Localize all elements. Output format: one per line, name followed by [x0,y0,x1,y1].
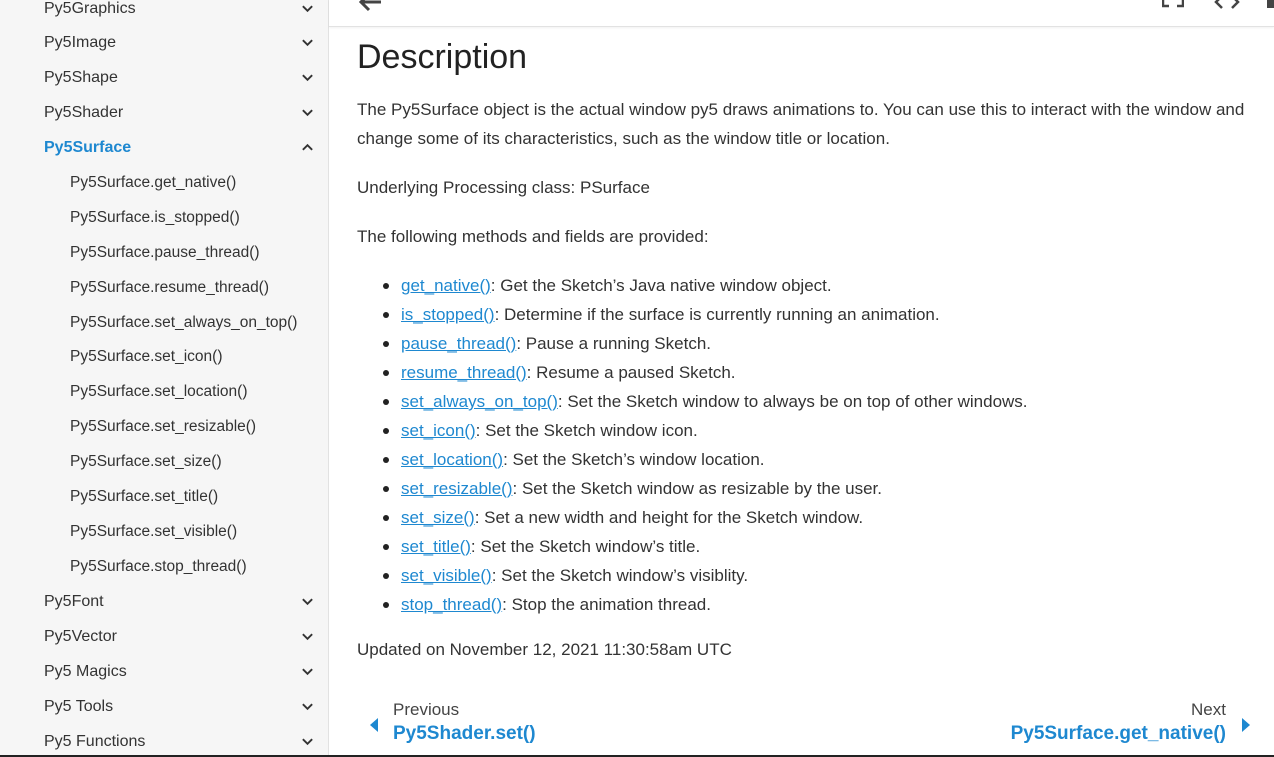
updated-timestamp: Updated on November 12, 2021 11:30:58am UTC [357,640,732,659]
sidebar-item-py5-tools[interactable] [0,689,329,724]
sidebar-item-py5shader[interactable] [0,95,329,130]
sidebar-item-py5font[interactable] [0,584,329,619]
chevron-down-icon[interactable] [300,106,314,120]
method-description: : Set the Sketch window to always be on top of other windows. [557,392,1028,411]
list-item [401,329,1028,358]
sidebar-subitem-label: Py5Surface.is_stopped() [70,208,240,226]
chevron-up-icon[interactable] [300,141,314,155]
method-description: : Set a new width and height for the Sketch window. [474,508,864,527]
description-paragraph: The Py5Surface object is the actual window py5 draws animations to. You can use this to interact with the window and change some of its characteristics, such as the window title or location. [357,100,1245,148]
method-link[interactable]: is_stopped() [401,305,495,324]
sidebar-subitem[interactable] [0,444,329,479]
chevron-down-icon[interactable] [300,735,314,749]
arrow-left-icon[interactable] [357,0,383,12]
list-item [401,474,1028,503]
sidebar-item-label: Py5Image [44,33,117,51]
list-item [401,416,1028,445]
sidebar-item-label: Py5Graphics [44,0,136,17]
chevron-down-icon[interactable] [300,630,314,644]
code-icon[interactable] [1214,0,1240,12]
menu-icon[interactable] [1267,0,1274,12]
method-link[interactable]: set_location() [401,450,504,469]
next-label: Next [1191,700,1226,719]
sidebar-item-py5vector[interactable] [0,619,329,654]
list-item [401,445,1028,474]
sidebar-subitem[interactable] [0,374,329,409]
sidebar-subitem-label: Py5Surface.set_resizable() [70,417,257,435]
sidebar-item-py5image[interactable] [0,25,329,60]
list-item [401,387,1028,416]
method-link[interactable]: get_native() [401,276,491,295]
list-item [401,271,1028,300]
sidebar-subitem-label: Py5Surface.set_icon() [70,347,223,365]
sidebar-item-label: Py5 Tools [44,697,114,715]
previous-title: Py5Shader.set() [393,723,536,744]
sidebar-subitem[interactable] [0,235,329,270]
method-link[interactable]: set_title() [401,537,471,556]
list-item [401,532,1028,561]
method-description: : Determine if the surface is currently running an animation. [494,305,940,324]
sidebar-item-py5surface[interactable] [0,130,329,165]
sidebar-item-label: Py5Shader [44,103,124,121]
chevron-down-icon[interactable] [300,700,314,714]
method-description: : Resume a paused Sketch. [526,363,736,382]
method-description: : Set the Sketch window’s visiblity. [491,566,749,585]
method-link[interactable]: set_size() [401,508,475,527]
method-description: : Set the Sketch window icon. [475,421,698,440]
list-item [401,590,1028,619]
sidebar-subitem-label: Py5Surface.pause_thread() [70,243,260,261]
sidebar-subitem[interactable] [0,409,329,444]
caret-left-icon [368,717,380,738]
sidebar-item-label: Py5Vector [44,627,117,645]
sidebar-subitem[interactable] [0,200,329,235]
list-item [401,358,1028,387]
sidebar-subitem-label: Py5Surface.set_always_on_top() [70,313,298,331]
method-description: : Stop the animation thread. [502,595,711,614]
sidebar-subitem[interactable] [0,305,329,340]
method-link[interactable]: set_visible() [401,566,492,585]
sidebar-item-label: Py5 Functions [44,732,146,750]
chevron-down-icon[interactable] [300,36,314,50]
method-description: : Pause a running Sketch. [516,334,711,353]
previous-label: Previous [393,700,460,719]
sidebar-subitem[interactable] [0,270,329,305]
method-link[interactable]: set_icon() [401,421,476,440]
sidebar-item-py5graphics[interactable] [0,0,329,26]
top-toolbar [329,0,1274,27]
sidebar-item-py5shape[interactable] [0,60,329,95]
method-list [401,271,1028,619]
chevron-down-icon[interactable] [300,2,314,16]
chevron-down-icon[interactable] [300,595,314,609]
fullscreen-icon[interactable] [1162,0,1184,12]
method-description: : Get the Sketch’s Java native window object. [490,276,832,295]
sidebar-subitem-label: Py5Surface.set_visible() [70,522,238,540]
sidebar-item-label: Py5Font [44,592,104,610]
method-description: : Set the Sketch’s window location. [503,450,765,469]
sidebar-subitem[interactable] [0,549,329,584]
sidebar-item-label: Py5 Magics [44,662,127,680]
sidebar-subitem-label: Py5Surface.set_size() [70,452,222,470]
caret-right-icon [1240,717,1252,738]
sidebar-subitem[interactable] [0,479,329,514]
sidebar-subitem[interactable] [0,165,329,200]
sidebar-subitem-label: Py5Surface.get_native() [70,173,237,191]
sidebar-subitem[interactable] [0,514,329,549]
list-item [401,561,1028,590]
sidebar-item-label: Py5Shape [44,68,118,86]
sidebar-item-py5-magics[interactable] [0,654,329,689]
method-link[interactable]: resume_thread() [401,363,527,382]
sidebar-subitem-label: Py5Surface.resume_thread() [70,278,270,296]
sidebar-subitem-label: Py5Surface.set_location() [70,382,248,400]
next-title: Py5Surface.get_native() [1010,723,1226,744]
list-item [401,503,1028,532]
sidebar-item-py5-functions[interactable] [0,724,329,757]
method-link[interactable]: pause_thread() [401,334,517,353]
method-description: : Set the Sketch window as resizable by the user. [512,479,882,498]
previous-page-link[interactable] [368,700,536,750]
chevron-down-icon[interactable] [300,665,314,679]
method-description: : Set the Sketch window’s title. [470,537,701,556]
method-link[interactable]: stop_thread() [401,595,503,614]
underlying-class: Underlying Processing class: PSurface [357,178,650,197]
chevron-down-icon[interactable] [300,71,314,85]
sidebar-subitem[interactable] [0,339,329,374]
sidebar-subitem-label: Py5Surface.set_title() [70,487,219,505]
sidebar-item-label: Py5Surface [44,138,132,156]
sidebar-subitem-label: Py5Surface.stop_thread() [70,557,247,575]
method-link[interactable]: set_resizable() [401,479,513,498]
list-item [401,300,1028,329]
method-link[interactable]: set_always_on_top() [401,392,558,411]
methods-intro: The following methods and fields are provided: [357,227,709,246]
next-page-link[interactable] [1011,700,1252,750]
sidebar [0,0,329,757]
page-title: Description [357,38,528,76]
